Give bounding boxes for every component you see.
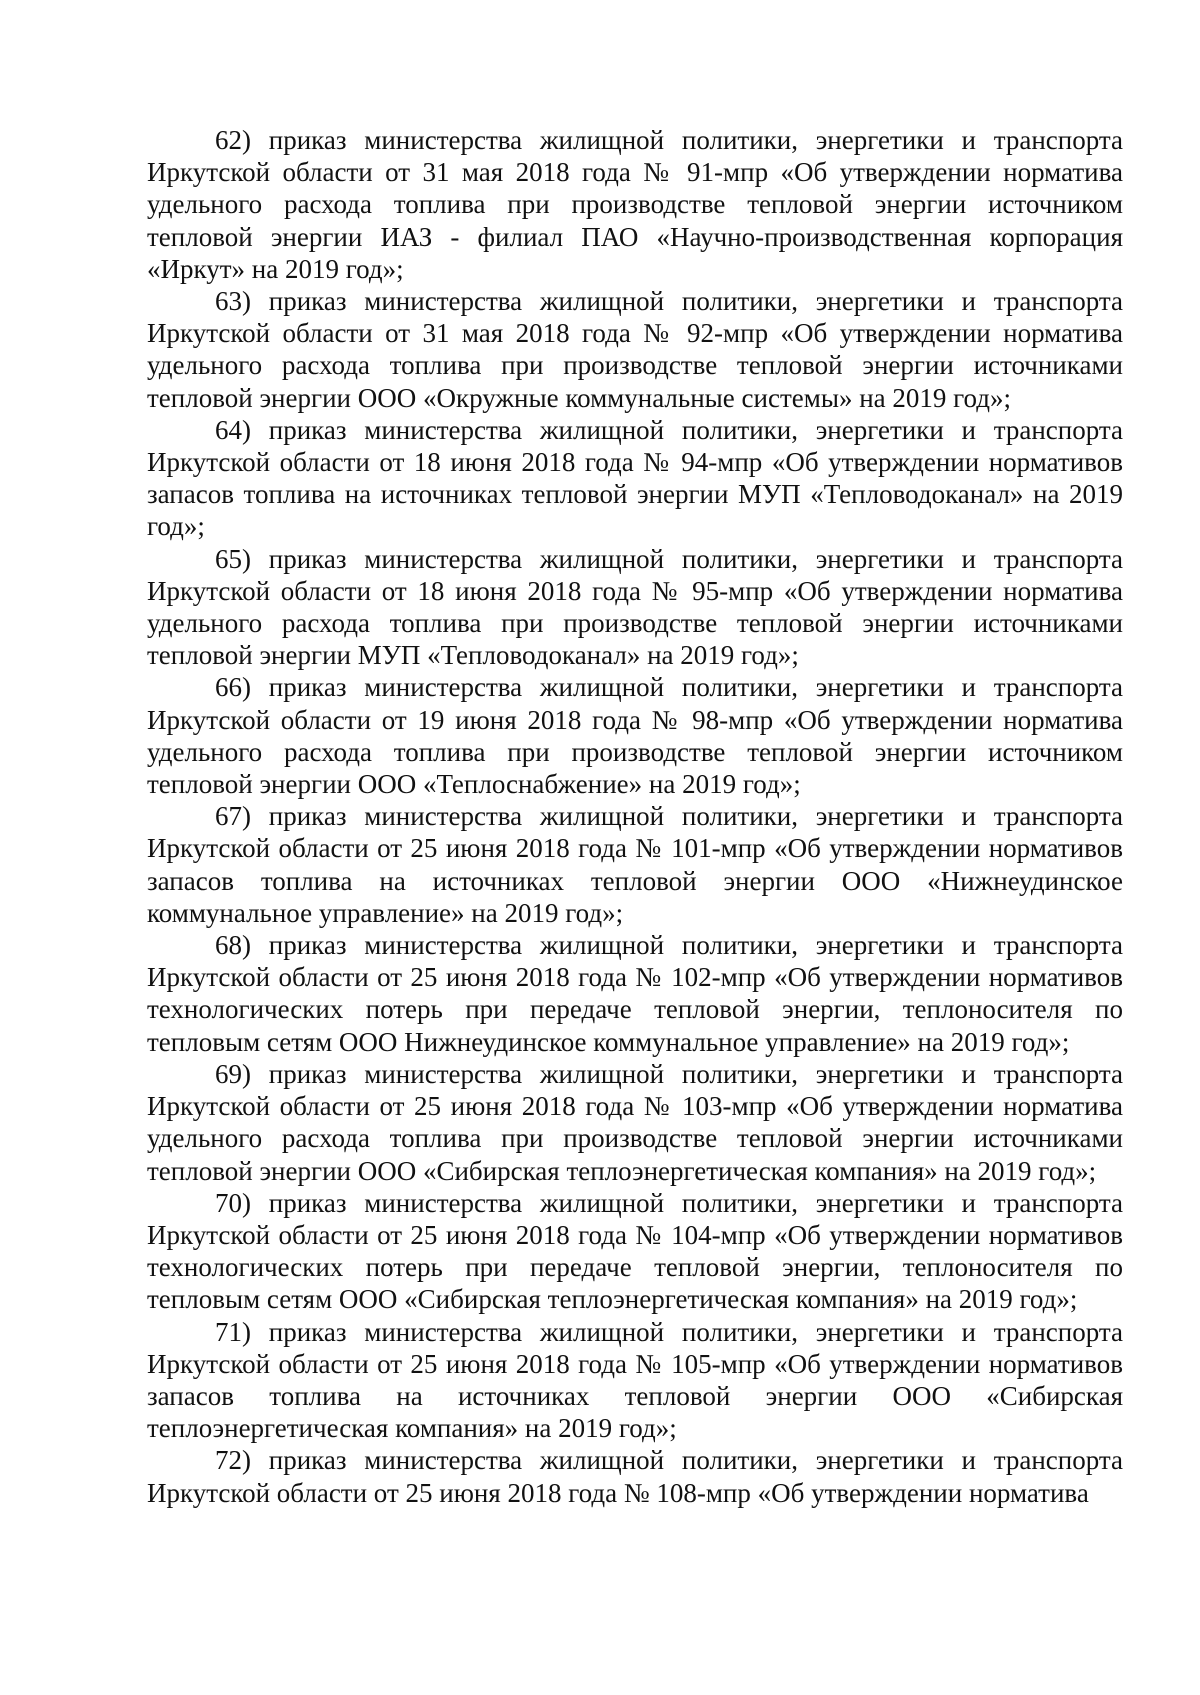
list-item-64: 64) приказ министерства жилищной политики, энергетики и транспорта Иркутской области от 18 июня 2018 года № 94-мпр «Об утверждении нормативов запасов топлива на источниках тепловой энергии МУП «Тепловодоканал» на 2019 год»; [147, 414, 1123, 542]
list-item-63: 63) приказ министерства жилищной политики, энергетики и транспорта Иркутской области от 31 мая 2018 года № 92-мпр «Об утверждении норматива удельного расхода топлива при производстве тепловой энергии источниками тепловой энергии ООО «Окружные коммунальные системы» на 2019 год»; [147, 286, 1123, 413]
list-item-62: 62) приказ министерства жилищной политики, энергетики и транспорта Иркутской области от 31 мая 2018 года № 91-мпр «Об утверждении норматива удельного расхода топлива при производстве тепловой энергии источником тепловой энергии ИАЗ - филиал ПАО «Научно-производственная корпорация «Иркут» на 2019 год»; [147, 125, 1123, 284]
list-item-71: 71) приказ министерства жилищной политики, энергетики и транспорта Иркутской области от 25 июня 2018 года № 105-мпр «Об утверждении нормативов запасов топлива на источниках тепловой энергии ООО «Сибирская теплоэнергетическая компания» на 2019 год»; [147, 1316, 1123, 1444]
list-item-66: 66) приказ министерства жилищной политики, энергетики и транспорта Иркутской области от 19 июня 2018 года № 98-мпр «Об утверждении норматива удельного расхода топлива при производстве тепловой энергии источником тепловой энергии ООО «Теплоснабжение» на 2019 год»; [147, 672, 1123, 800]
list-item-68: 68) приказ министерства жилищной политики, энергетики и транспорта Иркутской области от 25 июня 2018 года № 102-мпр «Об утверждении нормативов технологических потерь при передаче тепловой энергии, теплоносителя по тепловым сетям ООО Нижнеудинское коммунальное управление» на 2019 год»; [147, 930, 1123, 1057]
document-page [147, 124, 1123, 1509]
list-item-70: 70) приказ министерства жилищной политики, энергетики и транспорта Иркутской области от 25 июня 2018 года № 104-мпр «Об утверждении нормативов технологических потерь при передаче тепловой энергии, теплоносителя по тепловым сетям ООО «Сибирская теплоэнергетическая компания» на 2019 год»; [147, 1187, 1123, 1315]
list-item-67: 67) приказ министерства жилищной политики, энергетики и транспорта Иркутской области от 25 июня 2018 года № 101-мпр «Об утверждении нормативов запасов топлива на источниках тепловой энергии ООО «Нижнеудинское коммунальное управление» на 2019 год»; [147, 801, 1123, 928]
list-item-72: 72) приказ министерства жилищной политики, энергетики и транспорта Иркутской области от 25 июня 2018 года № 108-мпр «Об утверждении норматива [147, 1445, 1123, 1508]
list-item-69: 69) приказ министерства жилищной политики, энергетики и транспорта Иркутской области от 25 июня 2018 года № 103-мпр «Об утверждении норматива удельного расхода топлива при производстве тепловой энергии источниками тепловой энергии ООО «Сибирская теплоэнергетическая компания» на 2019 год»; [147, 1058, 1123, 1186]
list-item-65: 65) приказ министерства жилищной политики, энергетики и транспорта Иркутской области от 18 июня 2018 года № 95-мпр «Об утверждении норматива удельного расхода топлива при производстве тепловой энергии источниками тепловой энергии МУП «Тепловодоканал» на 2019 год»; [147, 543, 1123, 671]
